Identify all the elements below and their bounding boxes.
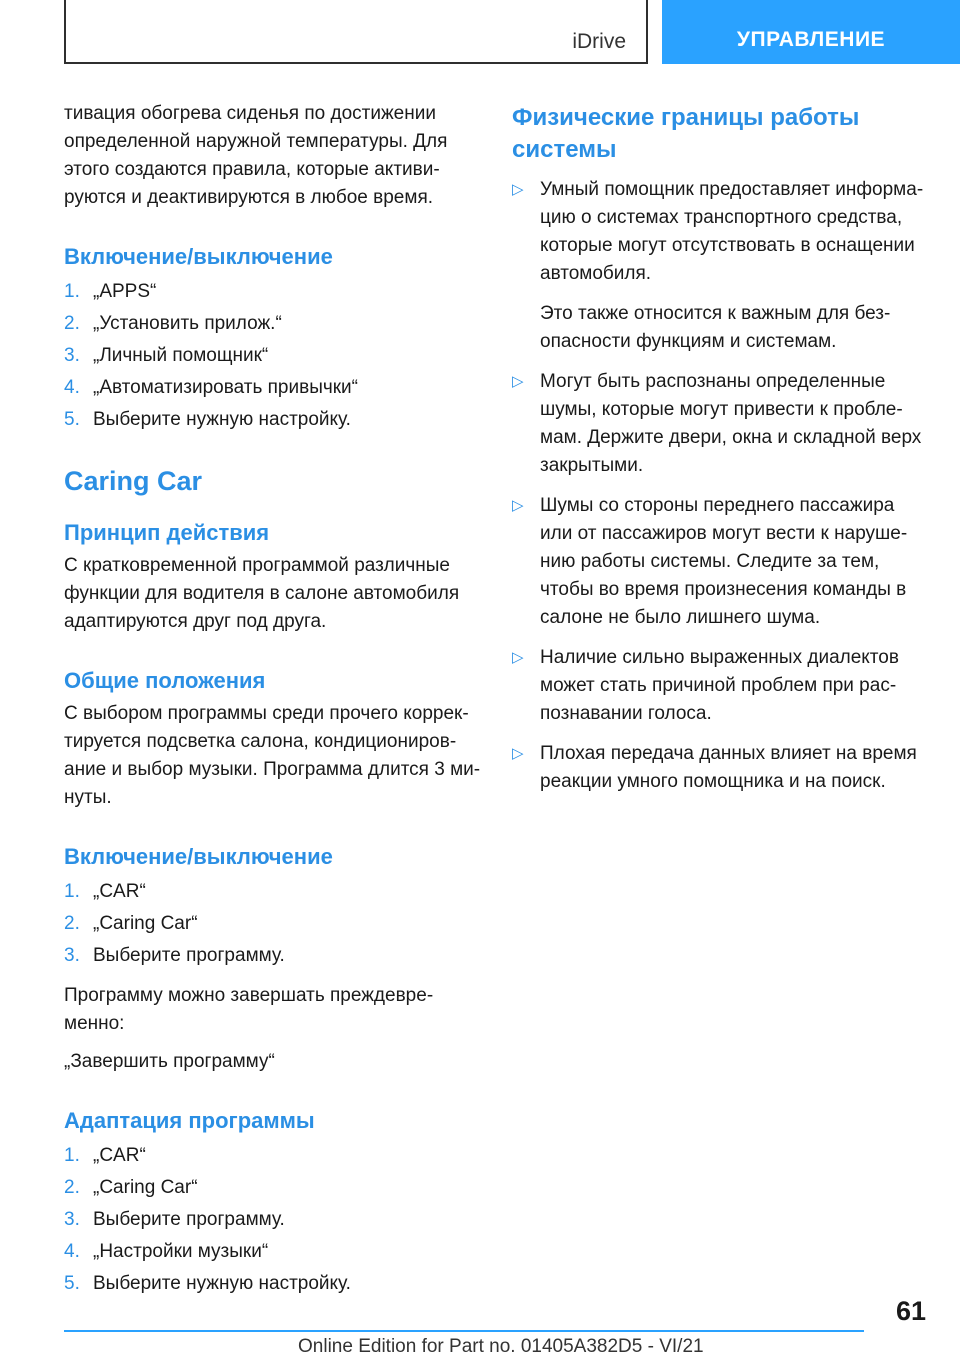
list-item: 1. „APPS“ <box>64 281 157 302</box>
footer-divider <box>64 1330 864 1332</box>
list-item: ▷ Могут быть распознаны определенные шумы, которые могут привести к проблемам. Держите двери, окна и складной верх закрытыми. <box>512 368 927 480</box>
chapter-tab: УПРАВЛЕНИЕ <box>662 0 960 64</box>
finish-program-label: „Завершить программу“ <box>64 1051 275 1072</box>
section-title: iDrive <box>572 30 626 53</box>
list-item: 3. Выберите программу. <box>64 945 285 966</box>
onoff-heading-1: Включение/выключение <box>64 244 333 269</box>
principle-heading: Принцип действия <box>64 520 270 545</box>
list-item: 2. „Caring Car“ <box>64 1177 198 1198</box>
right-column <box>512 100 927 808</box>
principle-paragraph: С кратковременной программой различные функции для водителя в салоне автомобиля адаптируются друг под друга. <box>64 555 460 632</box>
list-item: 3. „Личный помощник“ <box>64 345 269 366</box>
triangle-right-icon: ▷ <box>512 745 524 762</box>
caring-car-heading: Caring Car <box>64 466 203 496</box>
list-item: 4. „Настройки музыки“ <box>64 1241 269 1262</box>
list-item: 2. „Установить прилож.“ <box>64 313 282 334</box>
list-item: ▷ Наличие сильно выраженных диалектов может стать причиной проблем при распознавании голоса. <box>512 644 927 728</box>
list-item: 5. Выберите нужную настройку. <box>64 1273 351 1294</box>
edition-footer: Online Edition for Part no. 01405A382D5 - VI/21 <box>298 1336 704 1357</box>
limits-list <box>512 176 927 796</box>
onoff-steps-1 <box>64 276 484 436</box>
header-frame <box>64 0 648 64</box>
left-column <box>64 100 484 1300</box>
intro-paragraph: тивация обогрева сиденья по достижении определенной наружной температуры. Для этого создаются правила, которые активируются и деактивируются в любое время. <box>64 103 448 208</box>
list-item: 2. „Caring Car“ <box>64 913 198 934</box>
adapt-steps <box>64 1140 484 1300</box>
general-heading: Общие положения <box>64 668 266 693</box>
triangle-right-icon: ▷ <box>512 497 524 514</box>
page-number: 61 <box>895 1296 926 1326</box>
onoff-steps-2 <box>64 876 484 972</box>
list-item: ▷ Умный помощник предоставляет информацию о системах транспортного средства, которые могут отсутствовать в оснащении автомобиля. Это также относится к важным для безопасности функциям и системам. <box>512 176 927 356</box>
triangle-right-icon: ▷ <box>512 373 524 390</box>
list-item: ▷ Плохая передача данных влияет на время реакции умного помощника и на поиск. <box>512 740 927 796</box>
list-item: 5. Выберите нужную настройку. <box>64 409 351 430</box>
triangle-right-icon: ▷ <box>512 181 524 198</box>
list-item: 4. „Автоматизировать привычки“ <box>64 377 358 398</box>
general-paragraph: С выбором программы среди прочего корректируется подсветка салона, кондиционирование и выбор музыки. Программа длится 3 минуты. <box>64 703 481 808</box>
list-item: 1. „CAR“ <box>64 1145 146 1166</box>
list-item: 3. Выберите программу. <box>64 1209 285 1230</box>
list-item: ▷ Шумы со стороны переднего пассажира или от пассажиров могут вести к нарушению работы системы. Следите за тем, чтобы во время произнесения команды в салоне не было лишнего шума. <box>512 492 927 632</box>
onoff-heading-2: Включение/выключение <box>64 844 333 869</box>
early-finish-paragraph: Программу можно завершать преждевременно: <box>64 985 434 1034</box>
limits-heading: Физические границы работы системы <box>512 104 860 163</box>
list-item: 1. „CAR“ <box>64 881 146 902</box>
adapt-heading: Адаптация программы <box>64 1108 315 1133</box>
triangle-right-icon: ▷ <box>512 649 524 666</box>
